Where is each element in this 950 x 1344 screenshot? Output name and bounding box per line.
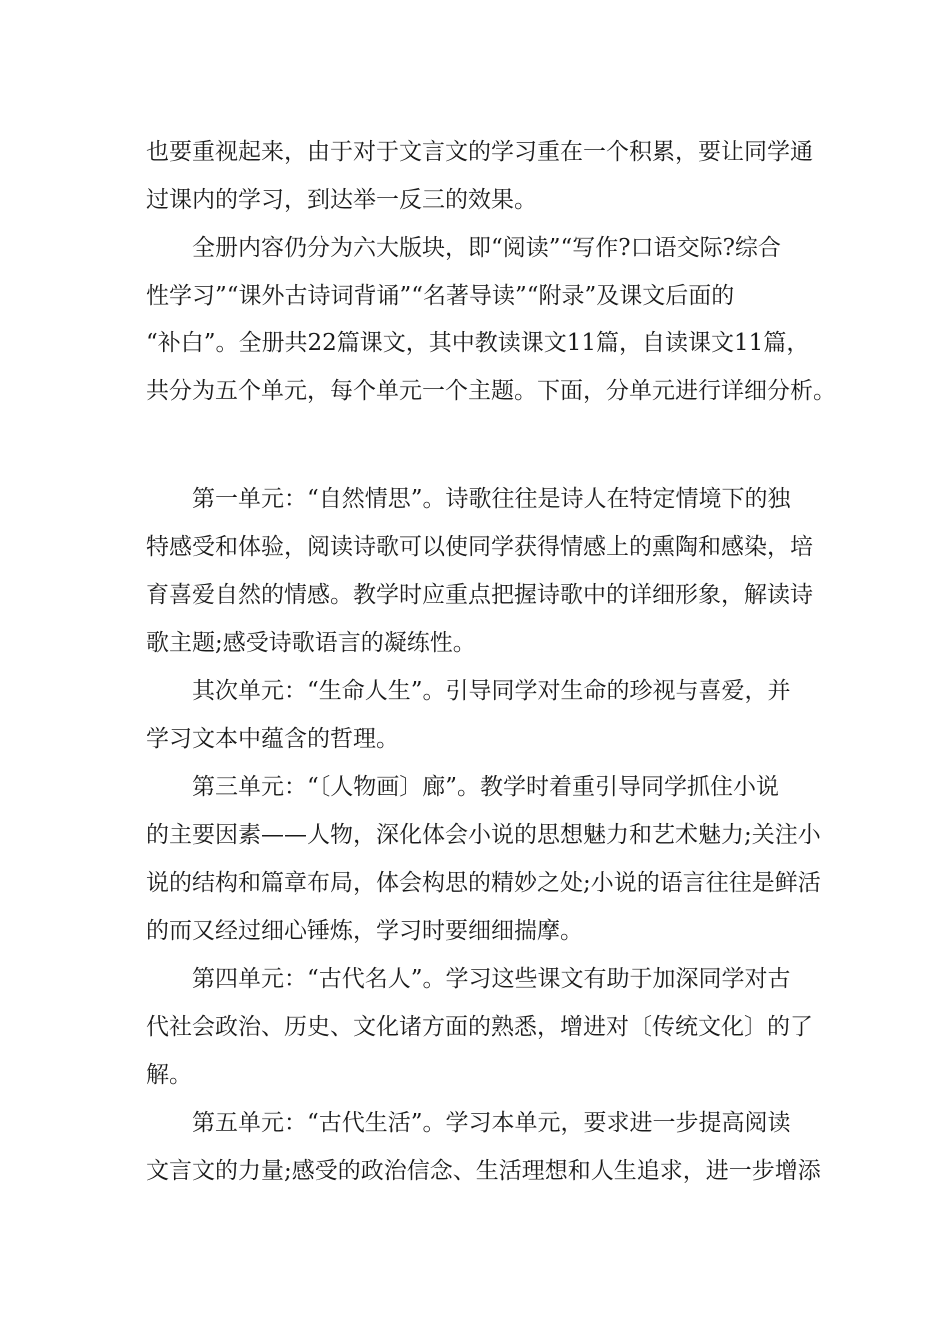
text-line: 的而又经过细心锤炼，学习时要细细揣摩。 [146, 918, 583, 944]
text-line: 的主要因素——人物，深化体会小说的思想魅力和艺术魅力;关注小 [146, 822, 821, 848]
text-line: 文言文的力量;感受的政治信念、生活理想和人生追求，进一步增添 [146, 1158, 821, 1184]
text-line: 过课内的学习，到达举一反三的效果。 [146, 187, 537, 213]
text-line: 歌主题;感受诗歌语言的凝练性。 [146, 630, 476, 656]
text-line: 性学习”“课外古诗词背诵”“名著导读”“附录”及课文后面的 [146, 283, 735, 309]
paragraph-start-line: 其次单元：“生命人生”。引导同学对生命的珍视与喜爱，并 [192, 678, 791, 704]
paragraph-start-line: 第四单元：“古代名人”。学习这些课文有助于加深同学对古 [192, 966, 791, 992]
text-line: 代社会政治、历史、文化诸方面的熟悉，增进对〔传统文化〕的了 [146, 1014, 813, 1040]
paragraph-start-line: 第一单元：“自然情思”。诗歌往往是诗人在特定情境下的独 [192, 486, 791, 512]
text-line: 特感受和体验，阅读诗歌可以使同学获得情感上的熏陶和感染，培 [146, 534, 813, 560]
text-line: 共分为五个单元，每个单元一个主题。下面，分单元进行详细分析。 [146, 378, 836, 404]
paragraph-start-line: 第三单元：“〔人物画〕廊”。教学时着重引导同学抓住小说 [192, 774, 780, 800]
text-line: 育喜爱自然的情感。教学时应重点把握诗歌中的详细形象，解读诗 [146, 582, 813, 608]
text-line: 解。 [146, 1062, 192, 1088]
text-line: 学习文本中蕴含的哲理。 [146, 726, 399, 752]
text-line: 也要重视起来，由于对于文言文的学习重在一个积累，要让同学通 [146, 139, 813, 165]
paragraph-start-line: 第五单元：“古代生活”。学习本单元，要求进一步提高阅读 [192, 1110, 791, 1136]
paragraph-start-line: 全册内容仍分为六大版块，即“阅读”“写作?口语交际?综合 [192, 235, 781, 261]
text-line: 说的结构和篇章布局，体会构思的精妙之处;小说的语言往往是鲜活 [146, 870, 821, 896]
text-line: “补白”。全册共22篇课文，其中教读课文11篇，自读课文11篇， [146, 330, 810, 356]
